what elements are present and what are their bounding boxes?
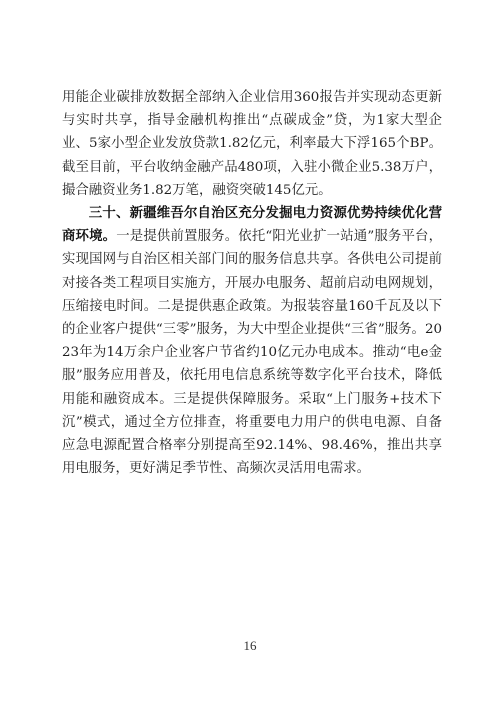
section-heading-xinjiang: 三十、新疆维吾尔自治区充分发掘电力资源优势持续优化营商环境。 (62, 206, 442, 245)
paragraph-xinjiang (62, 202, 442, 480)
paragraph-carbon-finance-text: 用能企业碳排放数据全部纳入企业信用360报告并实现动态更新与实时共享，指导金融机构推出“点碳成金”贷，为1家大型企业、5家小型企业发放贷款1.82亿元，利率最大下浮165个BP。截至目前，平台收纳金融产品480项，入驻小微企业5.38万户，撮合融资业务1.82万笔，融资突破145亿元。 (62, 90, 442, 198)
page-number: 16 (243, 638, 257, 653)
body-text (62, 86, 442, 480)
paragraph-carbon-finance (62, 86, 442, 202)
paragraph-xinjiang-text: 一是提供前置服务。依托“阳光业扩一站通”服务平台，实现国网与自治区相关部门间的服务信息共享。各供电公司提前对接各类工程项目实施方，开展办电服务、超前启动电网规划，压缩接电时间。二是提供惠企政策。为报装容量160千瓦及以下的企业客户提供“三零”服务，为大中型企业提供“三省”服务。2023年为14万余户企业客户节省约10亿元办电成本。推动“电e金服”服务应用普及，依托用电信息系统等数字化平台技术，降低用能和融资成本。三是提供保障服务。采取“上门服务+技术下沉”模式，通过全方位排查，将重要电力用户的供电电源、自备应急电源配置合格率分别提高至92.14%、98.46%，推出共享用电服务，更好满足季节性、高频次灵活用电需求。 (62, 229, 442, 477)
